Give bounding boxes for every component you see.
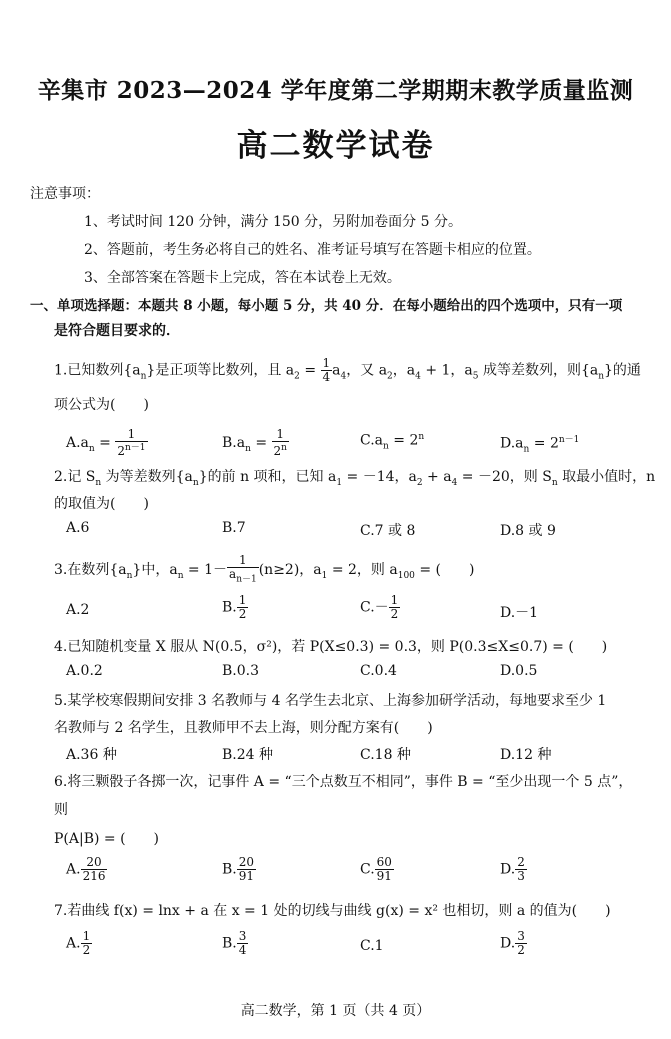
question-7-option-d: D. $\frac{3}{2}$: [500, 929, 525, 957]
notice-label: 注意事项：: [30, 186, 100, 202]
question-1-option-c: $C.a_n = 2^n$: [360, 432, 425, 452]
fraction: $\frac{1}{a_{n-1}}$: [229, 553, 257, 585]
question-6-option-b: B. $\frac{20}{91}$: [222, 855, 255, 883]
question-1-option-a: $A.a_n$ = $\frac{1}{2^{n-1}}$: [66, 427, 146, 458]
question-4-stem: 4.已知随机变量 X 服从 N(0.5，σ²)，若 P(X≤0.3) = 0.3，则 P(0.3≤X≤0.7) = ( ): [54, 639, 608, 655]
notice-item-2: 2、答题前，考生务必将自己的姓名、准考证号填写在答题卡相应的位置。: [84, 242, 541, 258]
question-4-option-c: C.0.4: [360, 663, 397, 679]
question-5-option-d: D.12 种: [500, 747, 552, 763]
question-2-option-d: D.8 或 9: [500, 523, 556, 539]
question-3-option-a: A.2: [66, 602, 90, 618]
fraction: $\frac{1}{4}$: [322, 356, 331, 384]
question-7-option-b: B. $\frac{3}{4}$: [222, 929, 247, 957]
section-heading-line-2: 是符合题目要求的．: [54, 323, 180, 339]
question-1-option-b: $B.a_n$ = $\frac{1}{2^n}$: [222, 427, 287, 458]
question-4-option-d: D.0.5: [500, 663, 538, 679]
exam-title: 辛集市 2023—2024 学年度第二学期期末教学质量监测: [37, 77, 634, 104]
notice-item-3: 3、全部答案在答题卡上完成，答在本试卷上无效。: [84, 270, 401, 286]
question-1-stem-line-1: 1.已知数列$\{a_n\}$是正项等比数列，且 $a_2$ = $\frac{1}{4}$ $a_4$，又 $a_2$，$a_4 + 1$，$a_5$ 成等差数列，则$\{a_n\}$的通: [54, 356, 641, 384]
section-heading-line-1: 一、单项选择题：本题共 8 小题，每小题 5 分，共 40 分．在每小题给出的四个选项中，只有一项: [30, 298, 623, 314]
question-4-option-b: B.0.3: [222, 663, 260, 679]
question-4-option-a: A.0.2: [66, 663, 103, 679]
question-2-option-a: A.6: [66, 520, 90, 536]
question-7-stem: 7.若曲线 f(x) = lnx + a 在 x = 1 处的切线与曲线 g(x) = x² 也相切，则 a 的值为( ): [54, 903, 611, 919]
question-1-stem-line-2: 项公式为( ): [54, 397, 149, 413]
question-5-option-c: C.18 种: [360, 747, 411, 763]
question-3-option-d: D.－1: [500, 605, 539, 621]
question-3-stem: 3.在数列$\{a_n\}$中，$a_n = 1-$ $\frac{1}{a_{n-1}}$ (n≥2)，$a_1 = 2$，则 $a_{100}$ = ( ): [54, 553, 475, 585]
question-5-option-a: A.36 种: [66, 747, 117, 763]
exam-subtitle: 高二数学试卷: [236, 128, 435, 164]
question-2-stem-line-1: 2.记 $S_n$ 为等差数列$\{a_n\}$的前 n 项和，已知 $a_1 = -14$，$a_2 + a_4 = -20$，则 $S_n$ 取最小值时，n: [54, 469, 656, 488]
question-2-option-c: C.7 或 8: [360, 523, 416, 539]
question-7-option-a: A. $\frac{1}{2}$: [66, 929, 91, 957]
question-5-stem-line-1: 5.某学校寒假期间安排 3 名教师与 4 名学生去北京、上海参加研学活动，每地要求至少 1: [54, 693, 607, 709]
question-6-option-c: C. $\frac{60}{91}$: [360, 855, 392, 883]
question-5-stem-line-2: 名教师与 2 名学生，且教师甲不去上海，则分配方案有( ): [54, 720, 433, 736]
question-6-option-d: D. $\frac{2}{3}$: [500, 855, 525, 883]
question-6-stem-line-3: P(A|B) = ( ): [54, 831, 160, 847]
question-5-option-b: B.24 种: [222, 747, 274, 763]
question-6-stem-line-1: 6.将三颗骰子各掷一次，记事件 A = “三个点数互不相同”，事件 B = “至少出现一个 5 点”，: [54, 774, 633, 790]
question-3-option-c: C.－ $\frac{1}{2}$: [360, 593, 399, 621]
question-6-option-a: A. $\frac{20}{216}$: [66, 855, 106, 883]
notice-item-1: 1、考试时间 120 分钟，满分 150 分，另附加卷面分 5 分。: [84, 214, 462, 230]
question-7-option-c: C.1: [360, 938, 384, 954]
page-footer: 高二数学，第 1 页（共 4 页）: [240, 1003, 431, 1019]
question-3-option-b: B. $\frac{1}{2}$: [222, 593, 247, 621]
question-2-option-b: B.7: [222, 520, 246, 536]
question-1-option-d: $D.a_n = 2^{n-1}$: [500, 435, 580, 455]
question-2-stem-line-2: 的取值为( ): [54, 496, 149, 512]
question-6-stem-line-2: 则: [54, 802, 68, 818]
